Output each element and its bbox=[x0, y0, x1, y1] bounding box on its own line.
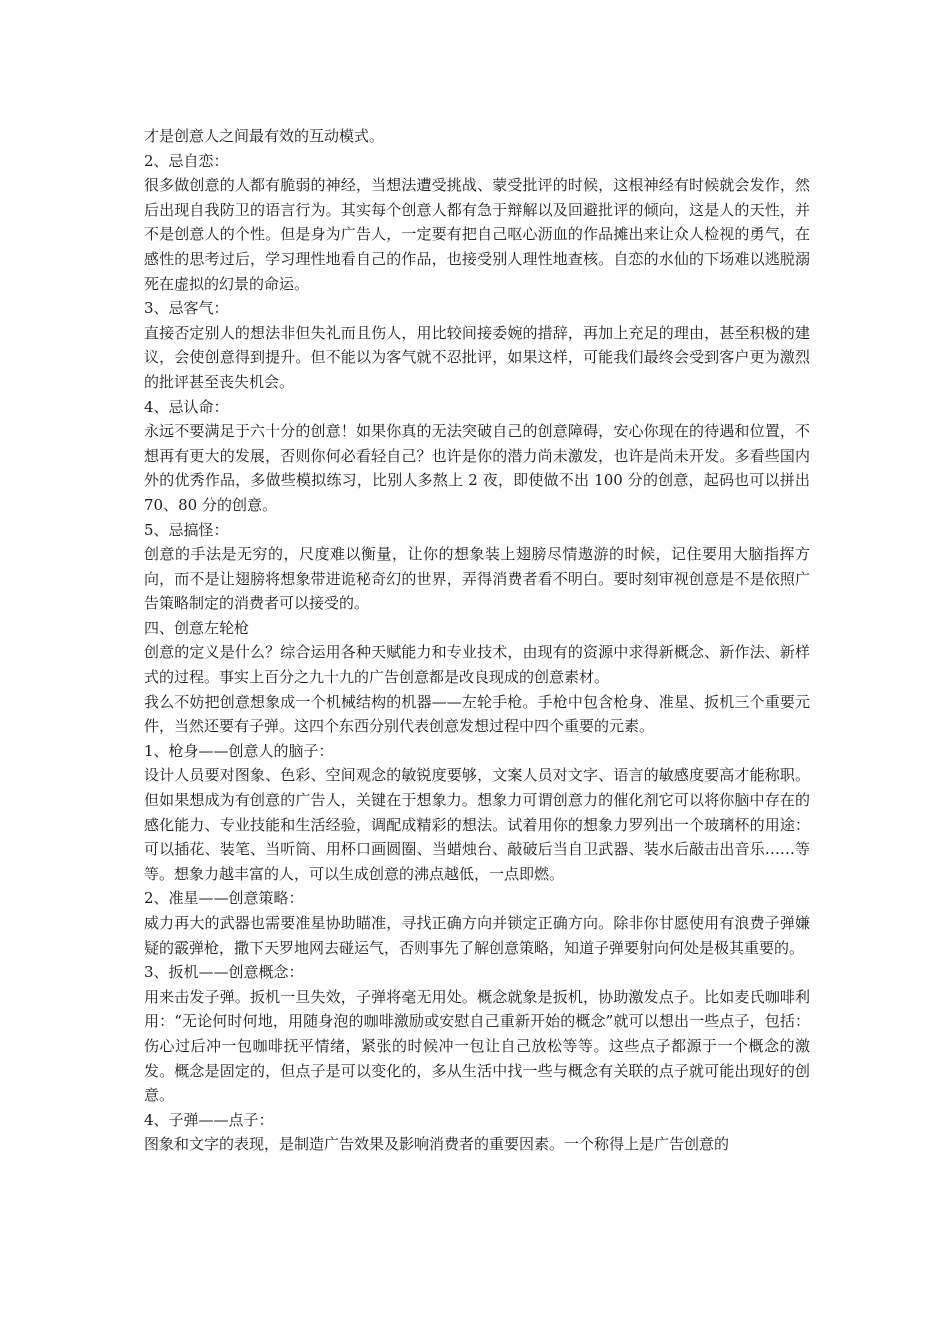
paragraph-closing: 才是创意人之间最有效的互动模式。 bbox=[144, 127, 385, 145]
paragraph-trigger: 用来击发子弹。扳机一旦失效，子弹将毫无用处。概念就象是扳机，协助激发点子。比如麦氏咖啡利用：“无论何时何地，用随身泡的咖啡激励或安慰自己重新开始的概念”就可以想出一些点子，包括：伤心过后冲一包咖啡抚平情绪，紧张的时候冲一包让自己放松等等。这些点子都源于一个概念的激发。概念是固定的，但点子是可以变化的，多从生活中找一些与概念有关联的点子就可能出现好的创意。 bbox=[144, 987, 810, 1105]
paragraph-gun-body: 设计人员要对图象、色彩、空间观念的敏锐度要够，文案人员对文字、语言的敏感度要高才能称职。但如果想成为有创意的广告人，关键在于想象力。想象力可谓创意力的催化剂它可以将你脑中存在的感化能力、专业技能和生活经验，调配成精彩的想法。试着用你的想象力罗列出一个玻璃杯的用途：可以插花、装笔、当听筒、用杯口画圆圈、当蜡烛台、敲破后当自卫武器、装水后敲击出音乐……等等。想象力越丰富的人，可以生成创意的沸点越低，一点即燃。 bbox=[144, 766, 810, 883]
heading-avoid-resignation: 4、忌认命： bbox=[144, 397, 229, 416]
paragraph-front-sight: 威力再大的武器也需要准星协助瞄准，寻找正确方向并锁定正确方向。除非你甘愿使用有浪费子弹嫌疑的霰弹枪，撒下天罗地网去碰运气，否则事先了解创意策略，知道子弹要射向何处是极其重要的。 bbox=[144, 914, 810, 957]
heading-bullet: 4、子弹——点子： bbox=[144, 1110, 274, 1129]
heading-trigger: 3、扳机——创意概念： bbox=[144, 963, 304, 982]
paragraph-bullet: 图象和文字的表现，是制造广告效果及影响消费者的重要因素。一个称得上是广告创意的 bbox=[144, 1135, 730, 1154]
paragraph-resignation: 永远不要满足于六十分的创意！如果你真的无法突破自己的创意障碍，安心你现在的待遇和位置，不想再有更大的发展，否则你何必看轻自己？也许是你的潜力尚未激发，也许是尚未开发。多看些国内外的优秀作品，多做些模拟练习，比别人多熬上 2 夜，即使做不出 100 分的创意，起码也可以拼出 70、80 分的创意。 bbox=[144, 422, 810, 514]
heading-gun-body: 1、枪身——创意人的脑子： bbox=[144, 741, 334, 760]
paragraph-weirdness: 创意的手法是无穷的，尺度难以衡量，让你的想象装上翅膀尽情遨游的时候，记住要用大脑指挥方向，而不是让翅膀将想象带进诡秘奇幻的世界，弄得消费者看不明白。要时刻审视创意是不是依照广告策略制定的消费者可以接受的。 bbox=[144, 545, 810, 613]
heading-front-sight: 2、准星——创意策略： bbox=[144, 889, 304, 908]
document-page bbox=[144, 124, 810, 1157]
section-heading-revolver: 四、创意左轮枪 bbox=[144, 618, 250, 637]
paragraph-revolver-metaphor: 我么不妨把创意想象成一个机械结构的机器——左轮手枪。手枪中包含枪身、准星、扳机三个重要元件，当然还要有子弹。这四个东西分别代表创意发想过程中四个重要的元素。 bbox=[144, 692, 810, 736]
heading-avoid-politeness: 3、忌客气： bbox=[144, 299, 229, 318]
paragraph-politeness: 直接否定别人的想法非但失礼而且伤人，用比较间接委婉的措辞，再加上充足的理由，甚至积极的建议，会使创意得到提升。但不能以为客气就不忍批评，如果这样，可能我们最终会受到客户更为激烈的批评甚至丧失机会。 bbox=[144, 323, 810, 391]
paragraph-narcissism: 很多做创意的人都有脆弱的神经，当想法遭受挑战、蒙受批评的时候，这根神经有时候就会发作，然后出现自我防卫的语言行为。其实每个创意人都有急于辩解以及回避批评的倾向，这是人的天性，并不是创意人的个性。但是身为广告人，一定要有把自己呕心沥血的作品摊出来让众人检视的勇气，在感性的思考过后，学习理性地看自己的作品，也接受别人理性地查核。自恋的水仙的下场难以逃脱溺死在虚拟的幻景的命运。 bbox=[144, 176, 810, 293]
heading-avoid-weirdness: 5、忌搞怪： bbox=[144, 520, 229, 539]
heading-avoid-narcissism: 2、忌自恋： bbox=[144, 151, 229, 170]
paragraph-definition: 创意的定义是什么？综合运用各种天赋能力和专业技术，由现有的资源中求得新概念、新作法、新样式的过程。事实上百分之九十九的广告创意都是改良现成的创意素材。 bbox=[144, 643, 810, 687]
